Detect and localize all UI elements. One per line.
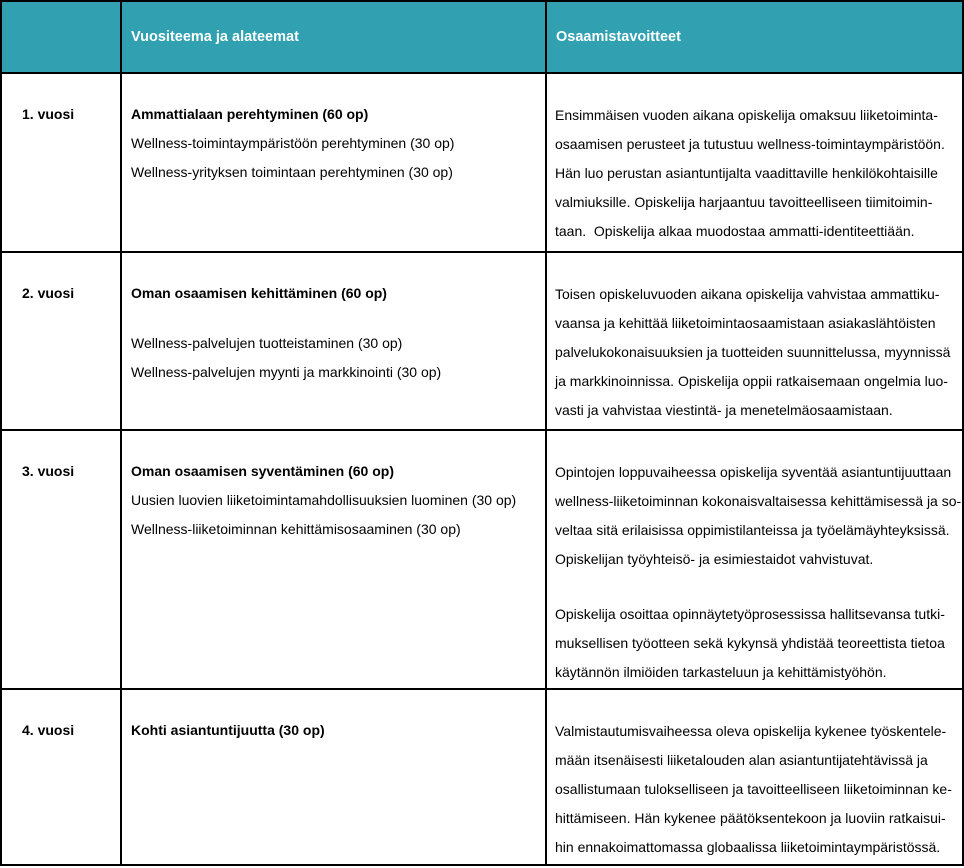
theme-cell <box>121 430 546 689</box>
text-line: Valmistautumisvaiheessa oleva opiskelija kykenee työskentele- <box>555 722 947 739</box>
theme-title: Ammattialaan perehtyminen (60 op) <box>131 106 369 122</box>
text-line: veltaa sitä erilaisissa oppimistilanteissa ja työelämäyhteyksissä. <box>555 521 950 538</box>
text-line: muksellisen työotteen sekä kykynsä yhdistää teoreettista tietoa <box>555 634 945 651</box>
subtheme-list <box>131 329 541 387</box>
text-line: palvelukokonaisuuksien ja tuotteiden suunnittelussa, myynnissä <box>555 344 951 361</box>
text-line: Opintojen loppuvaiheessa opiskelija syventää asiantuntijuuttaan <box>555 463 952 480</box>
objective-paragraph <box>555 717 958 862</box>
year-cell: 1. vuosi <box>1 73 121 252</box>
objectives-cell <box>546 430 963 689</box>
text-line: käytännön ilmiöiden tarkasteluun ja kehittämistyöhön. <box>555 663 887 680</box>
table-row-year-2 <box>1 252 963 429</box>
text-line: vaansa ja kehittää liiketoimintaosaamistaan asiakaslähtöisten <box>555 315 936 332</box>
objectives-cell <box>546 73 963 252</box>
text-line: ja markkinoinnissa. Opiskelija oppii ratkaisemaan ongelmia luo- <box>555 373 948 390</box>
header-cell-objectives: Osaamistavoitteet <box>546 1 963 73</box>
theme-cell <box>121 689 546 865</box>
objective-paragraph <box>555 600 958 687</box>
subtheme: Wellness-toimintaympäristöön perehtyminen (30 op) <box>131 135 455 151</box>
theme-title: Kohti asiantuntijuutta (30 op) <box>131 721 325 738</box>
objective-paragraph <box>555 458 962 574</box>
text-line: mään itsenäisesti liiketalouden alan asiantuntijatehtävissä ja <box>555 751 928 768</box>
table-row-year-3 <box>1 430 963 689</box>
text-line: Opiskelija osoittaa opinnäytetyöprosessissa hallitsevansa tutki- <box>555 605 945 622</box>
text-line: valmiuksille. Opiskelija harjaantuu tavoitteelliseen tiimitoimin- <box>555 194 933 210</box>
text-line: Ensimmäisen vuoden aikana opiskelija omaksuu liiketoiminta- <box>555 107 938 123</box>
text-line: Opiskelijan työyhteisö- ja esimiestaidot vahvistuvat. <box>555 550 874 567</box>
table-row-year-4 <box>1 689 963 865</box>
subtheme-list <box>131 129 541 187</box>
header-cell-year <box>1 1 121 73</box>
text-line: hin ennakoimattomassa globaalissa liiketoimintaympäristössä. <box>555 838 941 855</box>
text-line: Toisen opiskeluvuoden aikana opiskelija vahvistaa ammattiku- <box>555 286 940 303</box>
text-line: osaamisen perusteet ja tutustuu wellness-toimintaympäristöön. <box>555 136 945 152</box>
table-row-year-1 <box>1 73 963 252</box>
subtheme-list <box>131 486 541 544</box>
text-line: wellness-liiketoiminnan kokonaisvaltaisessa kehittämisessä ja so- <box>555 492 962 509</box>
text-line: Hän luo perustan asiantuntijalta vaadittaville henkilökohtaisille <box>555 165 938 181</box>
header-cell-themes: Vuositeema ja alateemat <box>121 1 546 73</box>
subtheme: Uusien luovien liiketoimintamahdollisuuksien luominen (30 op) <box>131 491 517 508</box>
theme-cell <box>121 73 546 252</box>
theme-title: Oman osaamisen kehittäminen (60 op) <box>131 285 387 302</box>
objectives-cell <box>546 689 963 865</box>
text-line: osallistumaan tulokselliseen ja tavoitteelliseen liiketoiminnan ke- <box>555 780 952 797</box>
objectives-cell <box>546 252 963 429</box>
year-cell: 2. vuosi <box>1 252 121 429</box>
subtheme: Wellness-palvelujen tuotteistaminen (30 op) <box>131 335 403 352</box>
text-line: taan. Opiskelija alkaa muodostaa ammatti-identiteettiään. <box>555 223 915 239</box>
subtheme: Wellness-liiketoiminnan kehittämisosaaminen (30 op) <box>131 520 461 537</box>
subtheme: Wellness-yrityksen toimintaan perehtyminen (30 op) <box>131 164 453 180</box>
year-cell: 3. vuosi <box>1 430 121 689</box>
year-cell: 4. vuosi <box>1 689 121 865</box>
theme-title: Oman osaamisen syventäminen (60 op) <box>131 462 394 479</box>
objective-paragraph <box>555 101 958 246</box>
objective-paragraph <box>555 280 958 425</box>
subtheme: Wellness-palvelujen myynti ja markkinointi (30 op) <box>131 364 442 381</box>
table-header-row <box>1 1 963 73</box>
theme-cell <box>121 252 546 429</box>
text-line: vasti ja vahvistaa viestintä- ja menetelmäosaamistaan. <box>555 402 893 419</box>
text-line: hittämiseen. Hän kykenee päätöksentekoon ja luoviin ratkaisui- <box>555 809 946 826</box>
